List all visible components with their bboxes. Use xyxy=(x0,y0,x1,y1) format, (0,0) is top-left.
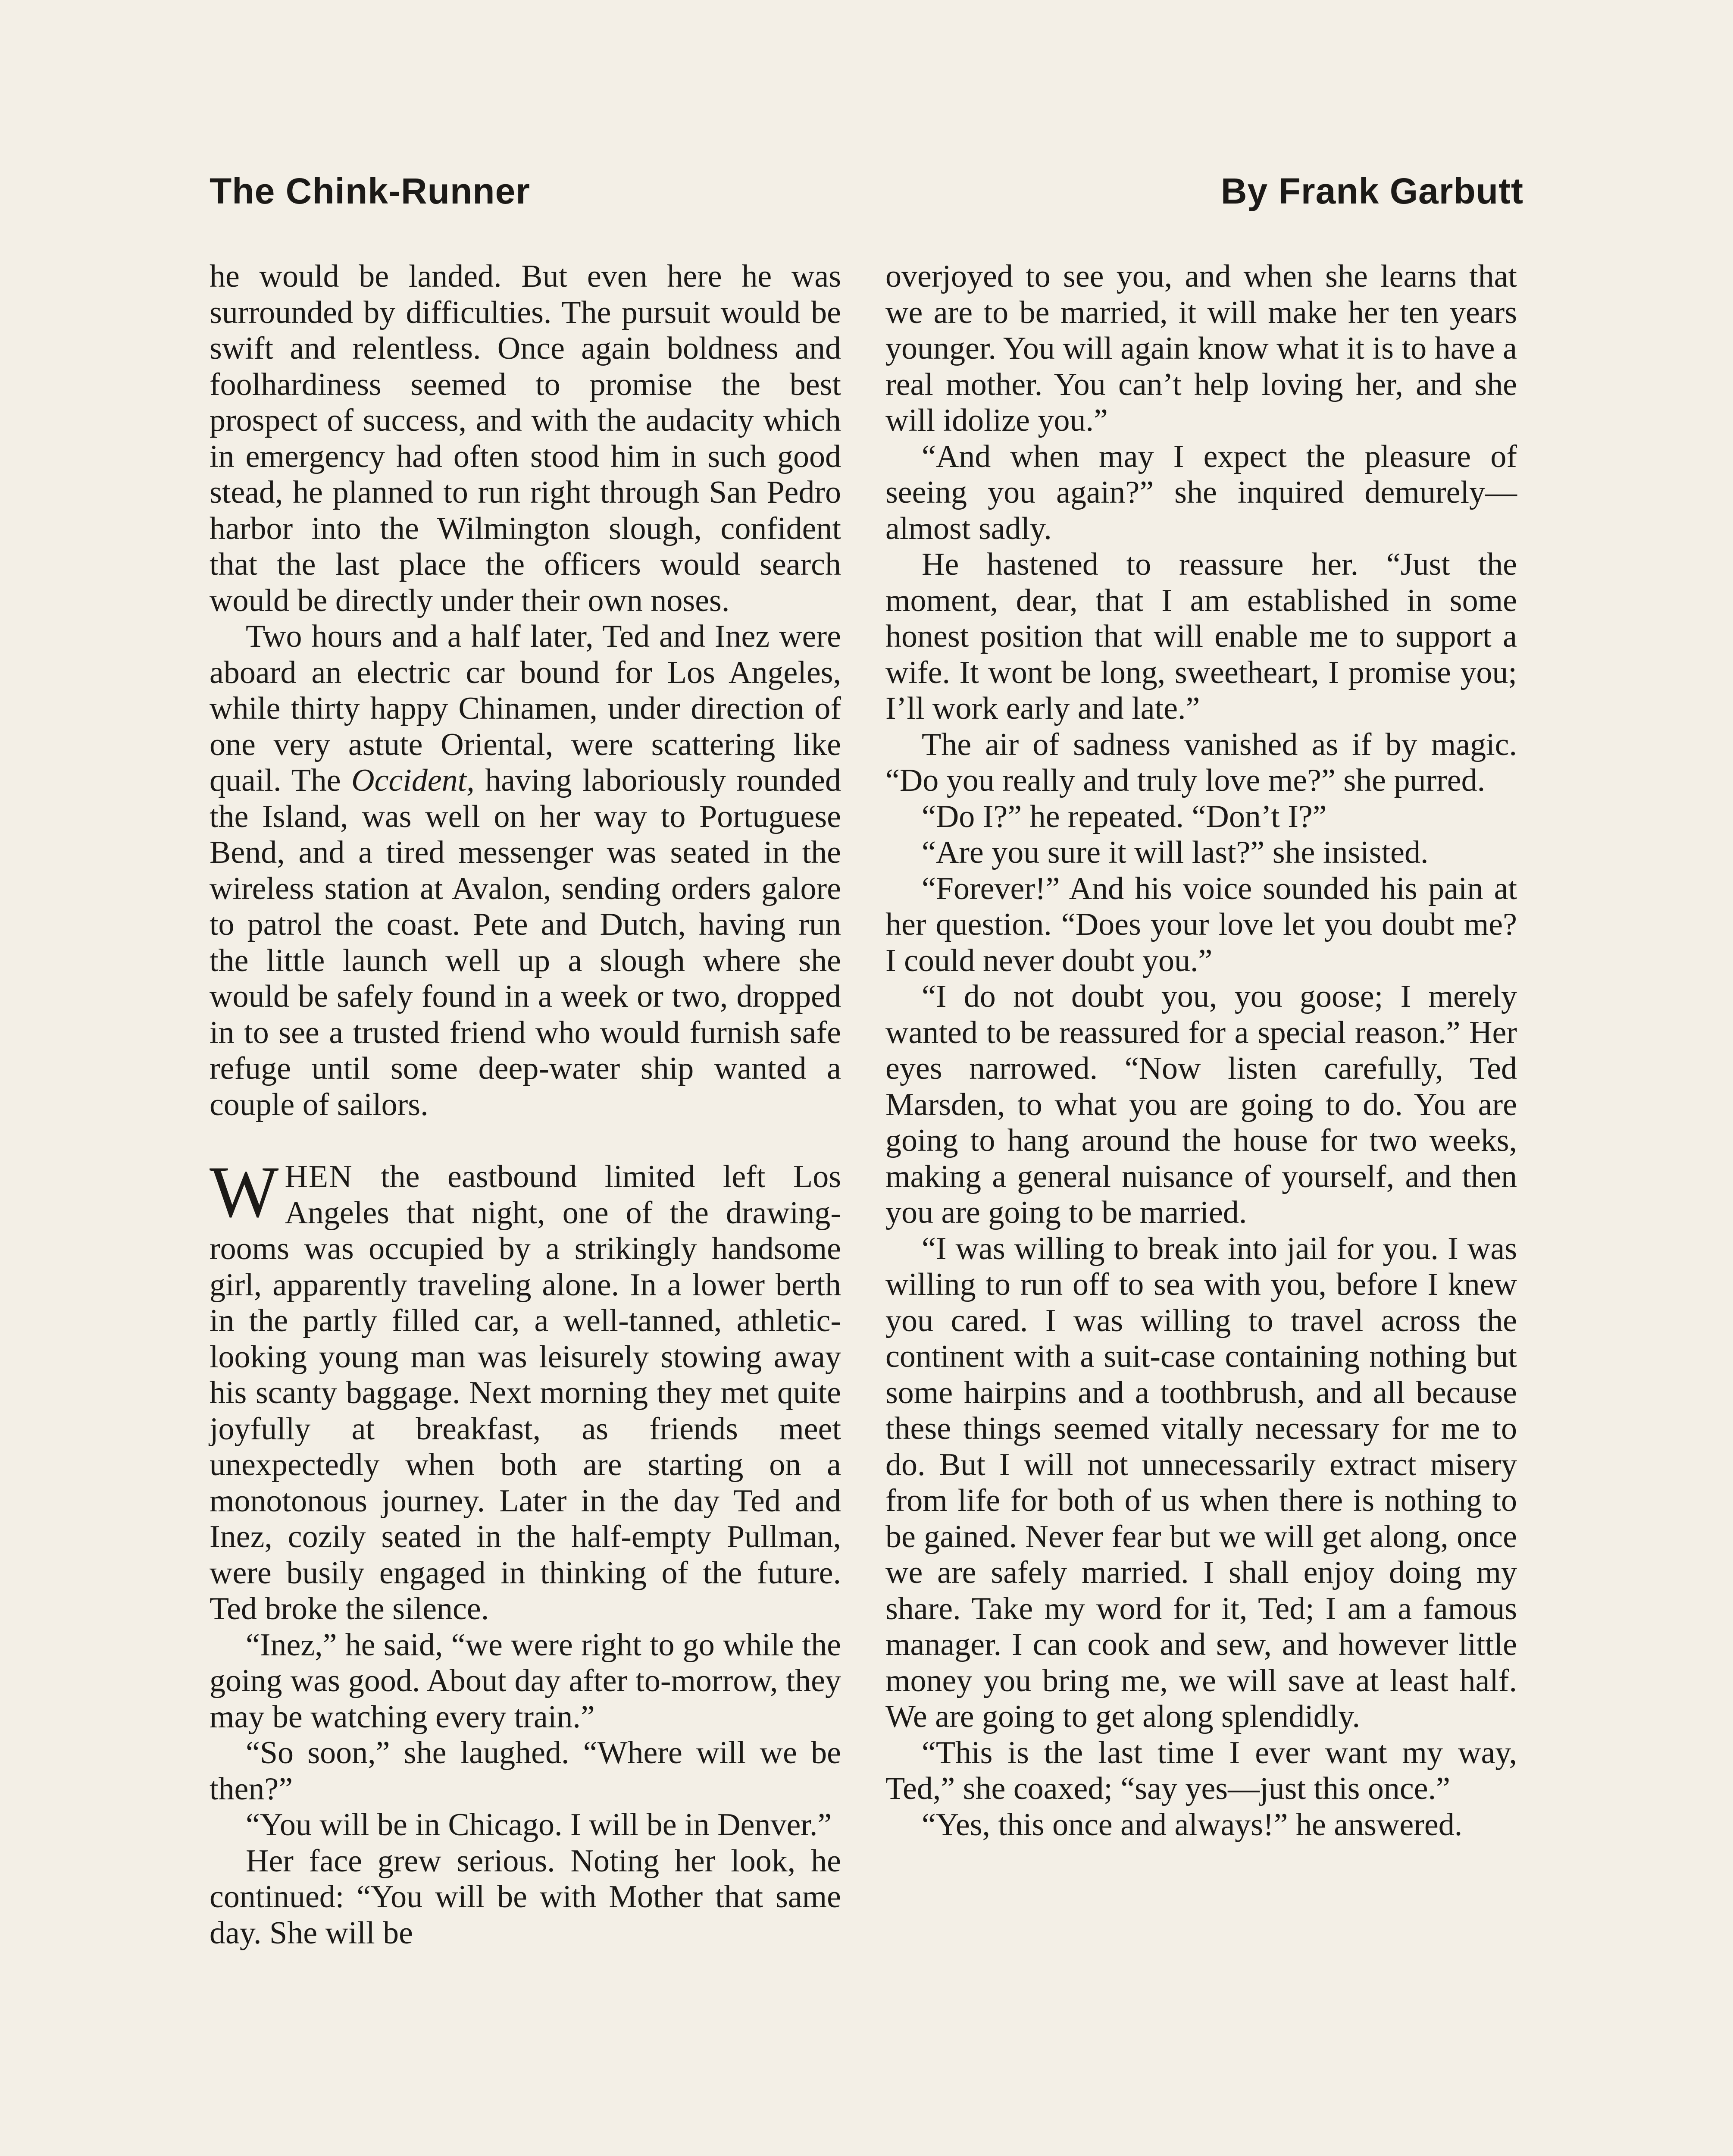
page-header xyxy=(210,163,1523,219)
paragraph xyxy=(210,619,841,1123)
paragraph: Her face grew serious. Noting her look, he continued: “You will be with Mother that same day. She will be xyxy=(210,1843,841,1951)
paragraph: “Do I?” he repeated. “Don’t I?” xyxy=(922,799,1327,834)
paragraph: “I do not doubt you, you goose; I merely wanted to be reassured for a special reason.” Her eyes narrowed. “Now listen carefully, Ted Marsden, to what you are going to do. You are going to hang around the house for two weeks, making a general nuisance of yourself, and then you are going to be married. xyxy=(885,979,1517,1230)
section-opening-paragraph xyxy=(210,1151,841,1627)
paragraph-text: Two hours and a half later, Ted and Inez were aboard an electric car bound for Los Angeles, while thirty happy Chinamen, under direction of one very astute Oriental, were scattering like quail. The xyxy=(210,619,841,798)
paragraph: “Are you sure it will last?” she insisted. xyxy=(922,835,1429,870)
running-title: The Chink-Runner xyxy=(210,170,530,211)
right-column xyxy=(885,259,1517,1843)
paragraph: he would be landed. But even here he was surrounded by difficulties. The pursuit would be swift and relentless. Once again boldness and foolhardiness seemed to promise the best prospect of success, and with the audacity which in emergency had often stood him in such good stead, he planned to run right through San Pedro harbor into the Wilmington slough, confident that the last place the officers would search would be directly under their own noses. xyxy=(210,259,841,618)
left-column xyxy=(210,259,841,1951)
paragraph: “Yes, this once and always!” he answered. xyxy=(922,1807,1463,1843)
paragraph: The air of sadness vanished as if by magic. “Do you really and truly love me?” she purred. xyxy=(885,727,1517,798)
paragraph: “You will be in Chicago. I will be in Denver.” xyxy=(246,1807,832,1843)
paragraph: overjoyed to see you, and when she learns that we are to be married, it will make her ten years younger. You will again know what it is to have a real mother. You can’t help loving her, and she will idolize you.” xyxy=(885,259,1517,438)
paragraph: “And when may I expect the pleasure of seeing you again?” she inquired demurely—almost sadly. xyxy=(885,439,1517,546)
drop-cap: W xyxy=(210,1151,279,1232)
paragraph: “Inez,” he said, “we were right to go while the going was good. About day after to-morrow, they may be watching every train.” xyxy=(210,1627,841,1735)
paragraph: “I was willing to break into jail for you. I was willing to run off to sea with you, before I knew you cared. I was willing to travel across the continent with a suit-case containing nothing but some hairpins and a toothbrush, and all because these things seemed vitally necessary for me to do. But I will not unnecessarily extract misery from life for both of us when there is nothing to be gained. Never fear but we will get along, once we are safely married. I shall enjoy doing my share. Take my word for it, Ted; I am a famous manager. I can cook and sew, and however little money you bring me, we will save at least half. We are going to get along splendidly. xyxy=(885,1231,1517,1734)
paragraph-text: having laboriously rounded the Island, was well on her way to Portuguese Bend, and a tired messenger was seated in the wireless station at Avalon, sending orders galore to patrol the coast. Pete and Dutch, having run the little launch well up a slough where she would be safely found in a week or two, dropped in to see a trusted friend who would furnish safe refuge until some deep-water ship wanted a couple of sailors. xyxy=(210,763,841,1122)
paragraph: He hastened to reassure her. “Just the moment, dear, that I am established in some honest position that will enable me to support a wife. It wont be long, sweetheart, I promise you; I’ll work early and late.” xyxy=(885,547,1517,726)
paragraph: “So soon,” she laughed. “Where will we be then?” xyxy=(210,1735,841,1807)
paragraph-text: the eastbound limited left Los Angeles that night, one of the drawing-rooms was occupied by a strikingly handsome girl, apparently traveling alone. In a lower berth in the partly filled car, a well-tanned, athletic-looking young man was leisurely stowing away his scanty baggage. Next morning they met quite joyfully at breakfast, as friends meet unexpectedly when both are starting on a monotonous journey. Later in the day Ted and Inez, cozily seated in the half-empty Pullman, were busily engaged in thinking of the future. Ted broke the silence. xyxy=(210,1159,841,1626)
author-byline: By Frank Garbutt xyxy=(1220,170,1523,211)
ship-name: Occident, xyxy=(351,763,475,798)
paragraph: “Forever!” And his voice sounded his pain at her question. “Does your love let you doubt me? I could never doubt you.” xyxy=(885,871,1517,978)
small-caps-lead: HEN xyxy=(285,1159,353,1194)
paragraph: “This is the last time I ever want my way, Ted,” she coaxed; “say yes—just this once.” xyxy=(885,1735,1517,1806)
